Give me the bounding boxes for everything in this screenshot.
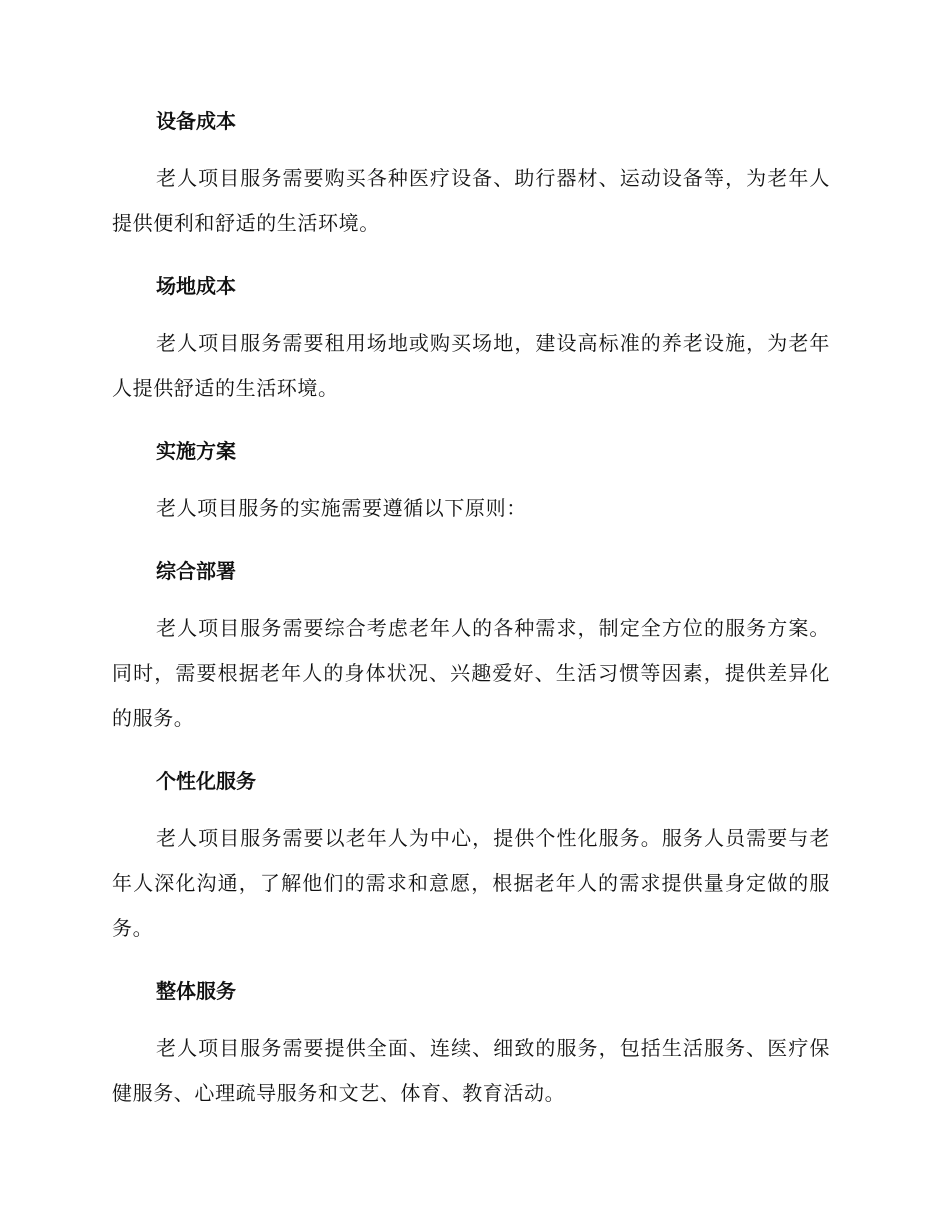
section-heading-implementation-plan: 实施方案	[156, 439, 236, 463]
section-heading-venue-cost: 场地成本	[156, 274, 236, 298]
section-paragraph-equipment-cost: 老人项目服务需要购买各种医疗设备、助行器材、运动设备等，为老年人提供便利和舒适的生活环境。	[112, 166, 830, 235]
section-heading-overall-service: 整体服务	[156, 979, 236, 1003]
section-paragraph-implementation-plan: 老人项目服务的实施需要遵循以下原则：	[156, 496, 527, 520]
section-heading-comprehensive-deployment: 综合部署	[156, 559, 236, 583]
section-paragraph-overall-service: 老人项目服务需要提供全面、连续、细致的服务，包括生活服务、医疗保健服务、心理疏导服务和文艺、体育、教育活动。	[112, 1036, 830, 1105]
section-paragraph-comprehensive-deployment: 老人项目服务需要综合考虑老年人的各种需求，制定全方位的服务方案。同时，需要根据老年人的身体状况、兴趣爱好、生活习惯等因素，提供差异化的服务。	[112, 616, 830, 730]
section-paragraph-personalized-service: 老人项目服务需要以老年人为中心，提供个性化服务。服务人员需要与老年人深化沟通，了解他们的需求和意愿，根据老年人的需求提供量身定做的服务。	[112, 826, 830, 940]
section-paragraph-venue-cost: 老人项目服务需要租用场地或购买场地，建设高标准的养老设施，为老年人提供舒适的生活环境。	[112, 331, 830, 400]
section-heading-personalized-service: 个性化服务	[156, 769, 256, 793]
section-heading-equipment-cost: 设备成本	[156, 109, 236, 133]
